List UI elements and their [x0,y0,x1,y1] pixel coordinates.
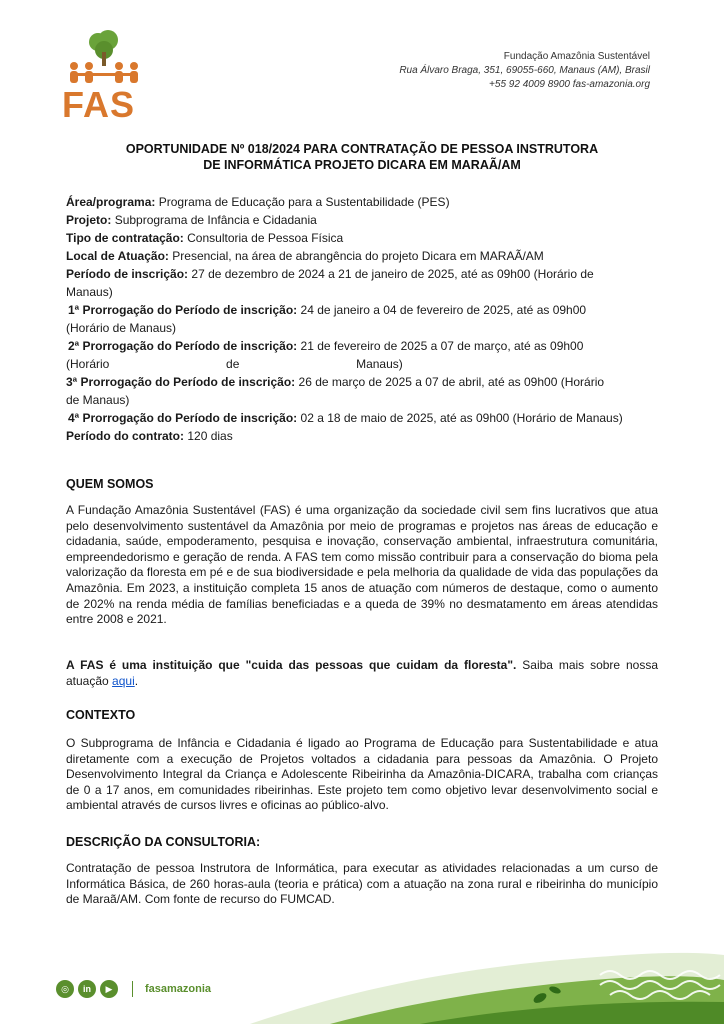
contexto-heading: CONTEXTO [66,708,136,722]
info-prorrogacao-4: 4ª Prorrogação do Período de inscrição: 02 a 18 de maio de 2025, até as 09h00 (Horário de Manaus) [68,411,623,425]
info-projeto: Projeto: Subprograma de Infância e Cidadania [66,213,317,227]
info-local: Local de Atuação: Presencial, na área de abrangência do projeto Dicara em MARAÃ/AM [66,249,544,263]
info-contrato: Período do contrato: 120 dias [66,429,233,443]
footer-social [56,980,211,998]
info-block [66,193,658,445]
tree-people-icon [62,30,144,90]
quem-somos-heading: QUEM SOMOS [66,477,154,491]
document-title [66,141,658,173]
instagram-icon[interactable]: ◎ [56,980,74,998]
info-periodo-cont: Manaus) [66,285,113,299]
logo-text: FAS [62,84,136,125]
org-name: Fundação Amazônia Sustentável [503,51,650,62]
title-line-1: OPORTUNIDADE Nº 018/2024 PARA CONTRATAÇÃO DE PESSOA INSTRUTORA [125,142,599,156]
descricao-text: Contratação de pessoa Instrutora de Informática, para executar as atividades relacionadas a um curso de Informática Básica, de 260 horas-aula (teoria e prática) com a atuação na zona rural e ribeirinha do município de Maraã/AM. Com fonte de recurso do FUMCAD. [66,861,658,907]
contexto-text: O Subprograma de Infância e Cidadania é ligado ao Programa de Educação para Sustentabilidade e atua diretamente com a execução de Projetos voltados a cidadania para pessoas da Amazônia. O Projeto Desenvolvimento Integral da Criança e Adolescente Ribeirinha da Amazônia-DICARA, trabalha com crianças de 0 a 17 anos, em comunidades ribeirinhas. Este projeto tem como objetivo levar desenvolvimento social e ambiental através de cursos livres e oficinas ao público-alvo. [66,736,658,813]
info-prorrogacao-2-cont: (Horário de Manaus) [66,357,403,371]
info-prorrogacao-3: 3ª Prorrogação do Período de inscrição: 26 de março de 2025 a 07 de abril, até as 09h00 (Horário [66,375,605,389]
info-prorrogacao-1-cont: (Horário de Manaus) [66,321,177,335]
fas-logo [62,30,144,126]
title-line-2: DE INFORMÁTICA PROJETO DICARA EM MARAÃ/AM [203,158,521,172]
tagline-end: . [134,673,139,688]
org-contact: +55 92 4009 8900 fas-amazonia.org [489,79,650,90]
aqui-link[interactable]: aqui [112,673,135,688]
linkedin-icon[interactable]: in [78,980,96,998]
info-prorrogacao-3-cont: de Manaus) [66,393,130,407]
info-area: Área/programa: Programa de Educação para a Sustentabilidade (PES) [66,195,450,209]
info-tipo: Tipo de contratação: Consultoria de Pessoa Física [66,231,344,245]
org-info [399,50,650,92]
tagline-bold: A FAS é uma instituição que "cuida das pessoas que cuidam da floresta". [66,658,517,672]
youtube-icon[interactable]: ▶ [100,980,118,998]
social-handle: fasamazonia [145,983,212,995]
tagline-rest: Saiba mais sobre nossa atuação [66,658,658,688]
info-prorrogacao-2: 2ª Prorrogação do Período de inscrição: 21 de fevereiro de 2025 a 07 de março, até as 09h00 [68,339,584,353]
quem-somos-tagline [66,658,658,689]
info-prorrogacao-1: 1ª Prorrogação do Período de inscrição: 24 de janeiro a 04 de fevereiro de 2025, até as 09h00 [68,303,587,317]
info-periodo: Período de inscrição: 27 de dezembro de 2024 a 21 de janeiro de 2025, até as 09h00 (Horário de [66,267,594,281]
org-address: Rua Álvaro Braga, 351, 69055-660, Manaus (AM), Brasil [399,65,650,76]
quem-somos-text: A Fundação Amazônia Sustentável (FAS) é uma organização da sociedade civil sem fins lucrativos que atua pelo desenvolvimento sustentável da Amazônia por meio de programas e projetos nas áreas de educação e cidadania, saúde, empoderamento, pesquisa e inovação, conservação ambiental, infraestrutura comunitária, empreendedorismo e geração de renda. A FAS tem como missão contribuir para a conservação do bioma pela valorização da floresta em pé e de sua biodiversidade e pela melhoria da qualidade de vida das populações da Amazônia. Em 2023, a instituição completa 15 anos de atuação com números de destaque, como o aumento de 202% na renda média de famílias beneficiadas e a queda de 39% no desmatamento em áreas atendidas entre 2008 e 2021. [66,503,658,627]
footer-divider [132,981,133,997]
descricao-heading: DESCRIÇÃO DA CONSULTORIA: [66,835,261,849]
